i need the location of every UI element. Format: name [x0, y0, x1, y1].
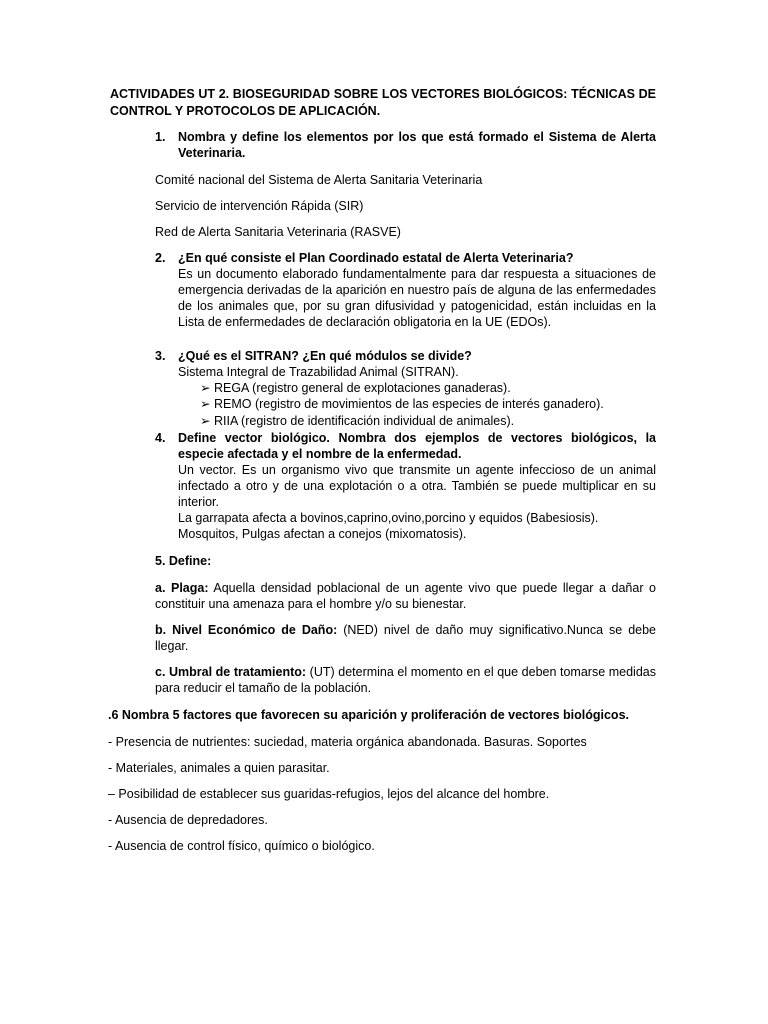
definition-umbral	[155, 664, 656, 696]
answer-4-example-2: Mosquitos, Pulgas afectan a conejos (mixomatosis).	[178, 527, 467, 541]
module-label: REGA (registro general de explotaciones ganaderas).	[213, 381, 511, 395]
arrow-bullet-icon: ➢	[200, 414, 211, 428]
document-title: ACTIVIDADES UT 2. BIOSEGURIDAD SOBRE LOS VECTORES BIOLÓGICOS: TÉCNICAS DE CONTROL Y PROTOCOLOS DE APLICACIÓN.	[110, 87, 656, 118]
factor-item-3: – Posibilidad de establecer sus guaridas-refugios, lejos del alcance del hombre.	[108, 787, 550, 801]
question-4-number: 4.	[155, 431, 166, 445]
answer-2-text: Es un documento elaborado fundamentalmente para dar respuesta a situaciones de emergencia derivadas de la aparición en nuestro país de alguna de las enfermedades de los animales que, por su gran difusividad y patogenicidad, están incluidas en la Lista de enfermedades de declaración obligatoria en la UE (EDOs).	[178, 267, 656, 329]
definition-plaga-label: a. Plaga:	[155, 581, 209, 595]
question-6-heading: .6 Nombra 5 factores que favorecen su aparición y proliferación de vectores biológicos.	[108, 708, 629, 722]
question-4-text: Define vector biológico. Nombra dos ejemplos de vectores biológicos, la especie afectada y el nombre de la enfermedad.	[178, 431, 656, 461]
module-item-remo	[200, 396, 604, 412]
answer-4-example-1: La garrapata afecta a bovinos,caprino,ovino,porcino y equidos (Babesiosis).	[178, 511, 599, 525]
question-2	[155, 250, 656, 330]
question-3-number: 3.	[155, 349, 166, 363]
definition-ned	[155, 622, 656, 654]
definition-ned-label: b. Nivel Económico de Daño:	[155, 623, 338, 637]
module-item-riia	[200, 413, 514, 429]
question-1-text: Nombra y define los elementos por los que está formado el Sistema de Alerta Veterinaria.	[178, 130, 656, 160]
answer-1-item-2: Servicio de intervención Rápida (SIR)	[155, 199, 364, 213]
module-label: RIIA (registro de identificación individual de animales).	[213, 414, 515, 428]
definition-ned-text: (NED) nivel de daño muy significativo.Nunca se debe llegar.	[155, 623, 657, 653]
factor-item-1: - Presencia de nutrientes: suciedad, materia orgánica abandonada. Basuras. Soportes	[108, 735, 587, 749]
question-3-text: ¿Qué es el SITRAN? ¿En qué módulos se divide?	[178, 349, 472, 363]
module-item-rega	[200, 380, 511, 396]
question-4	[155, 430, 656, 542]
question-2-text: ¿En qué consiste el Plan Coordinado estatal de Alerta Veterinaria?	[178, 251, 574, 265]
answer-1-item-1: Comité nacional del Sistema de Alerta Sanitaria Veterinaria	[155, 173, 483, 187]
factor-item-5: - Ausencia de control físico, químico o biológico.	[108, 839, 375, 853]
definition-plaga	[155, 580, 656, 612]
answer-4-text: Un vector. Es un organismo vivo que transmite un agente infeccioso de un animal infectado a otro y de una explotación o a otra. También se puede multiplicar en su interior.	[178, 463, 656, 509]
question-1	[155, 129, 656, 161]
definition-umbral-text: (UT) determina el momento en el que deben tomarse medidas para reducir el tamaño de la población.	[155, 665, 656, 695]
question-2-number: 2.	[155, 251, 166, 265]
arrow-bullet-icon: ➢	[200, 397, 211, 411]
question-3	[155, 348, 656, 380]
question-1-number: 1.	[155, 130, 166, 144]
arrow-bullet-icon: ➢	[200, 381, 211, 395]
definition-umbral-label: c. Umbral de tratamiento:	[155, 665, 307, 679]
factor-item-2: - Materiales, animales a quien parasitar.	[108, 761, 330, 775]
question-5-heading: 5. Define:	[155, 554, 212, 568]
factor-item-4: - Ausencia de depredadores.	[108, 813, 268, 827]
answer-3-text: Sistema Integral de Trazabilidad Animal (SITRAN).	[178, 365, 459, 379]
module-label: REMO (registro de movimientos de las especies de interés ganadero).	[213, 397, 604, 411]
definition-plaga-text: Aquella densidad poblacional de un agente vivo que puede llegar a dañar o constituir una amenaza para el hombre y/o su bienestar.	[155, 581, 656, 611]
answer-1-item-3: Red de Alerta Sanitaria Veterinaria (RASVE)	[155, 225, 401, 239]
